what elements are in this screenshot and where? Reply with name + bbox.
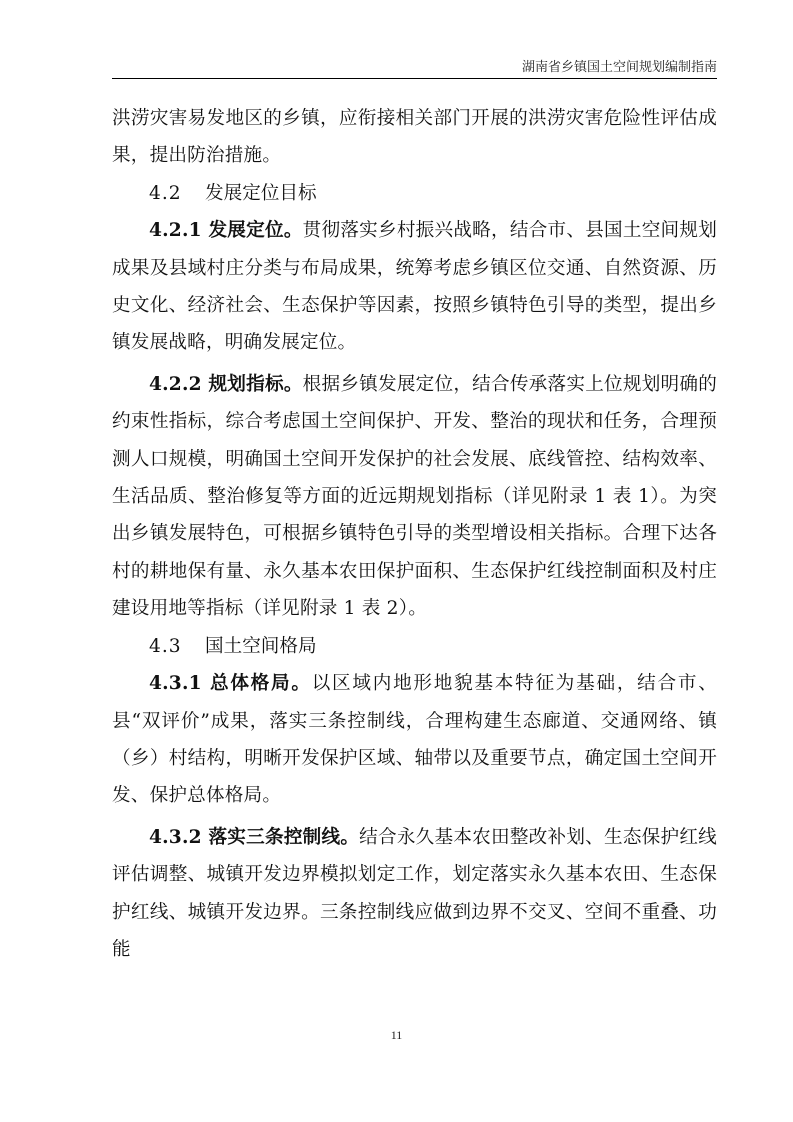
clause-label: 4.2.1 发展定位。 (149, 220, 303, 242)
paragraph-flood-continuation: 洪涝灾害易发地区的乡镇，应衔接相关部门开展的洪涝灾害危险性评估成果，提出防治措施。 (112, 108, 717, 167)
section-title: 国土空间格局 (205, 635, 317, 657)
section-heading-4-2 (112, 175, 717, 212)
clause-text: 贯彻落实乡村振兴战略，结合市、县国土空间规划成果及县域村庄分类与布局成果，统筹考虑乡镇区位交通、自然资源、历史文化、经济社会、生态保护等因素，按照乡镇特色引导的类型，提出乡镇发展战略，明确发展定位。 (112, 220, 717, 354)
page-number: 11 (390, 1028, 403, 1042)
paragraph-4-2-1 (112, 212, 717, 362)
clause-text: 以区域内地形地貌基本特征为基础，结合市、县“双评价”成果，落实三条控制线，合理构建生态廊道、交通网络、镇（乡）村结构，明晰开发保护区域、轴带以及重要节点，确定国土空间开发、保护总体格局。 (112, 673, 717, 807)
clause-text: 根据乡镇发展定位，结合传承落实上位规划明确的约束性指标，综合考虑国土空间保护、开发、整治的现状和任务，合理预测人口规模，明确国土空间开发保护的社会发展、底线管控、结构效率、生活品质、整治修复等方面的近远期规划指标（详见附录 1 表 1）。为突出乡镇发展特色，可根据乡镇特色引导的类型增设相关指标。合理下达各村的耕地保有量、永久基本农田保护面积、生态保护红线控制面积及村庄建设用地等指标（详见附录 1 表 2）。 (112, 373, 717, 620)
section-title: 发展定位目标 (205, 182, 317, 204)
section-heading-4-3 (112, 628, 717, 665)
clause-label: 4.3.2 落实三条控制线。 (149, 826, 360, 848)
section-number: 4.2 (149, 182, 182, 204)
paragraph-4-3-1 (112, 665, 717, 815)
paragraph-4-2-2 (112, 366, 717, 628)
clause-label: 4.2.2 规划指标。 (149, 373, 303, 395)
section-number: 4.3 (149, 635, 182, 657)
clause-text: 结合永久基本农田整改补划、生态保护红线评估调整、城镇开发边界模拟划定工作，划定落实永久基本农田、生态保护红线、城镇开发边界。三条控制线应做到边界不交叉、空间不重叠、功能 (112, 826, 717, 960)
clause-label: 4.3.1 总体格局。 (149, 673, 312, 695)
page-body (112, 100, 717, 968)
paragraph-4-3-2 (112, 819, 717, 969)
running-header: 湖南省乡镇国土空间规划编制指南 (521, 60, 717, 75)
header-rule (112, 78, 717, 79)
